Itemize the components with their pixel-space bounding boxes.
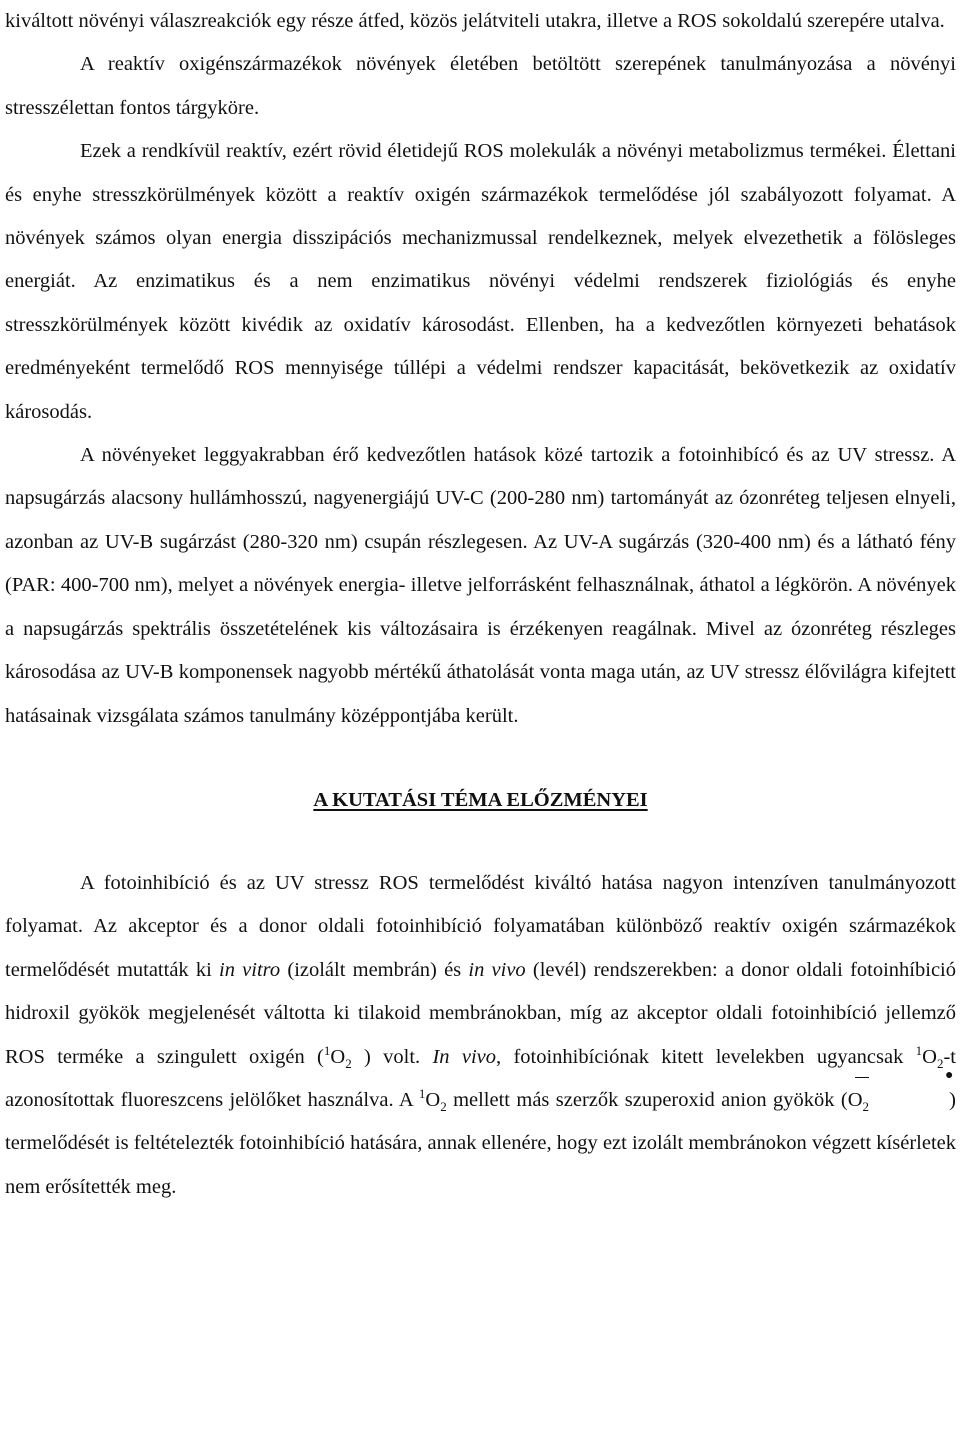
italic-term: in vitro (219, 958, 281, 981)
paragraph-intro-continued: kiváltott növényi válaszreakciók egy része átfed, közös jelátviteli utakra, illetve a ROS sokoldalú szerepére utalva. (5, 10, 945, 32)
paragraph-uv-stress: A növényeket leggyakrabban érő kedvezőtlen hatások közé tartozik a fotoinhibícó és az UV stressz. A napsugárzás alacsony hullámhosszú, nagyenergiájú UV-C (200-280 nm) tartományát az ózonréteg teljesen elnyeli, azonban az UV-B sugárzást (280-320 nm) csupán részlegesen. Az UV-A sugárzás (320-400 nm) és a látható fény (PAR: 400-700 nm), melyet a növények energia- illetve jelforrásként felhasználnak, áthatol a légkörön. A növények a napsugárzás spektrális összetételének kis változásaira is érzékenyen reagálnak. Mivel az ózonréteg részleges károsodása az UV-B komponensek nagyobb mértékű áthatolását vonta maga után, az UV stressz élővilágra kifejtett hatásainak vizsgálata számos tanulmány középpontjába került. (5, 444, 956, 727)
chem-symbol: O (425, 1088, 441, 1111)
chem-symbol: O (330, 1045, 346, 1068)
paragraph-ros-role: A reaktív oxigénszármazékok növények életében betöltött szerepének tanulmányozása a növényi stresszélettan fontos tárgyköre. (5, 53, 956, 119)
radical-dot: ● (945, 1067, 954, 1083)
subscript: 2 (862, 1098, 870, 1114)
paragraph-photoinhibition (5, 862, 956, 1209)
spacer (5, 815, 956, 862)
text-run: ) volt. (351, 1045, 433, 1068)
text-run: ) termelődését is feltételezték fotoinhibíció hatására, annak ellenére, hogy ezt izolált membránokon végzett kísérletek nem erősítették meg. (5, 1088, 956, 1198)
subscript: 2 (440, 1098, 447, 1114)
subscript: 2 (936, 1055, 944, 1071)
superscript: 1 (418, 1085, 426, 1101)
superscript: 1 (323, 1042, 331, 1058)
radical-bar (855, 1077, 869, 1078)
spacer (5, 738, 956, 785)
radical-mark (869, 1067, 954, 1122)
text-run: mellett más szerzők szuperoxid anion gyökök (O (446, 1088, 863, 1111)
text-run: , fotoinhibíciónak kitett levelekben ugyancsak (496, 1045, 916, 1068)
section-heading: A KUTATÁSI TÉMA ELŐZMÉNYEI (313, 788, 648, 811)
text-run: (izolált membrán) és (280, 958, 469, 981)
subscript: 2 (345, 1055, 352, 1071)
text-run: (levél) rendszerekben: a donor oldali fotoinhíbició hidroxil gyökök megjelenését váltotta ki tilakoid membránokban, míg az akceptor oldali fotoinhibíció jellemző ROS terméke a szingulett oxigén ( (5, 958, 956, 1068)
paragraph-ros-metabolism: Ezek a rendkívül reaktív, ezért rövid életidejű ROS molekulák a növényi metabolizmus termékei. Élettani és enyhe stresszkörülmények között a reaktív oxigén származékok termelődése jól szabályozott folyamat. A növények számos olyan energia disszipációs mechanizmussal rendelkeznek, melyek elvezethetik a fölösleges energiát. Az enzimatikus és a nem enzimatikus növényi védelmi rendszerek fiziológiás és enyhe stresszkörülmények között kivédik az oxidatív károsodást. Ellenben, ha a kedvezőtlen környezeti behatások eredményeként termelődő ROS mennyisége túllépi a védelmi rendszer kapacitását, bekövetkezik az oxidatív károsodás. (5, 140, 956, 423)
superscript: 1 (915, 1042, 923, 1058)
italic-term: In vivo (432, 1045, 497, 1068)
text-run: A fotoinhibíció és az UV stressz ROS termelődést kiváltó hatása nagyon intenzíven tanulmányozott folyamat. Az akceptor és a donor oldali fotoinhibíció folyamatában különböző reaktív oxigén származékok termelődését mutatták ki (5, 871, 956, 981)
text-run: -t azonosítottak fluoreszcens jelölőket használva. A (5, 1045, 957, 1111)
document-page (5, 0, 956, 1209)
italic-term: in vivo (468, 958, 526, 981)
chem-symbol: O (922, 1045, 937, 1068)
